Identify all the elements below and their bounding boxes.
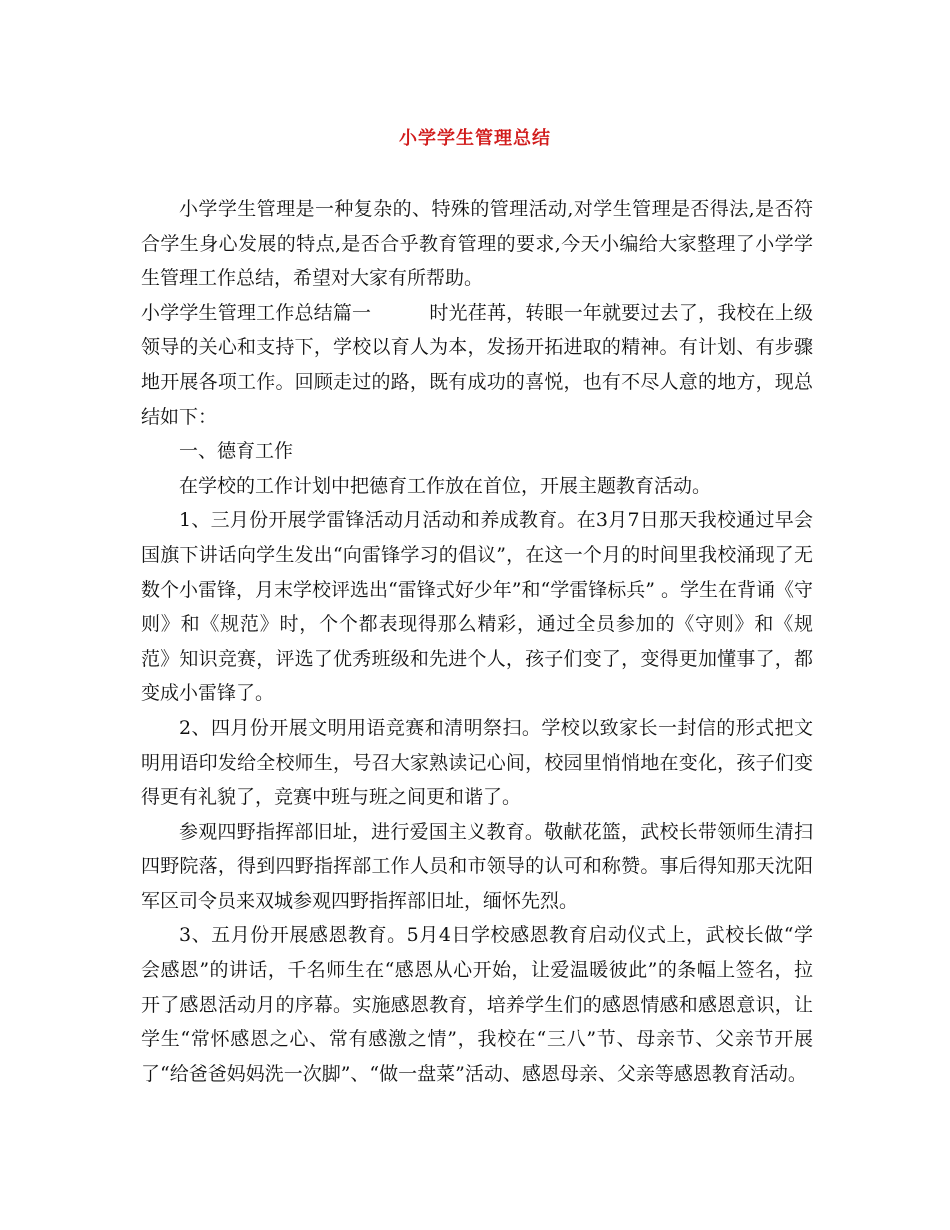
- intro-paragraph: 小学学生管理是一种复杂的、特殊的管理活动,对学生管理是否得法,是否符合学生身心发展的特点,是否合乎教育管理的要求,今天小编给大家整理了小学学生管理工作总结，希望对大家有所帮助。: [141, 198, 813, 290]
- document-body: [141, 192, 813, 1091]
- paragraph-may: 3、五月份开展感恩教育。5月4日学校感恩教育启动仪式上，武校长做“学会感恩”的讲话，千名师生在“感恩从心开始，让爱温暖彼此”的条幅上签名，拉开了感恩活动月的序幕。实施感恩教育，培养学生们的感恩情感和感恩意识，让学生“常怀感恩之心、常有感激之情”，我校在“三八”节、母亲节、父亲节开展了“给爸爸妈妈洗一次脚”、“做一盘菜”活动、感恩母亲、父亲等感恩教育活动。: [141, 924, 813, 1085]
- section-heading: 小学学生管理工作总结篇一: [141, 301, 372, 324]
- paragraph-march: 1、三月份开展学雷锋活动月活动和养成教育。在3月7日那天我校通过早会国旗下讲话向学生发出“向雷锋学习的倡议”，在这一个月的时间里我校涌现了无数个小雷锋，月末学校评选出“雷锋式好少年”和“学雷锋标兵” 。学生在背诵《守则》和《规范》时，个个都表现得那么精彩，通过全员参加的《守则》和《规范》知识竞赛，评选了优秀班级和先进个人，孩子们变了，变得更加懂事了，都变成小雷锋了。: [141, 509, 813, 705]
- paragraph-april: 2、四月份开展文明用语竞赛和清明祭扫。学校以致家长一封信的形式把文明用语印发给全校师生，号召大家熟读记心间，校园里悄悄地在变化，孩子们变得更有礼貌了，竞赛中班与班之间更和谐了。: [141, 716, 813, 809]
- section-paragraph: [141, 296, 813, 434]
- paragraph-visit: 参观四野指挥部旧址，进行爱国主义教育。敬献花篮，武校长带领师生清扫四野院落，得到四野指挥部工作人员和市领导的认可和称赞。事后得知那天沈阳军区司令员来双城参观四野指挥部旧址，缅怀先烈。: [141, 820, 813, 912]
- heading-moral-education: 一、德育工作: [179, 440, 294, 463]
- section-text: 时光荏苒，转眼一年就要过去了，我校在上级领导的关心和支持下，学校以育人为本，发扬开拓进取的精神。有计划、有步骤地开展各项工作。回顾走过的路，既有成功的喜悦，也有不尽人意的地方，现总结如下：: [141, 301, 813, 428]
- paragraph-plan: 在学校的工作计划中把德育工作放在首位，开展主题教育活动。: [179, 474, 712, 497]
- document-title: 小学学生管理总结: [399, 128, 551, 149]
